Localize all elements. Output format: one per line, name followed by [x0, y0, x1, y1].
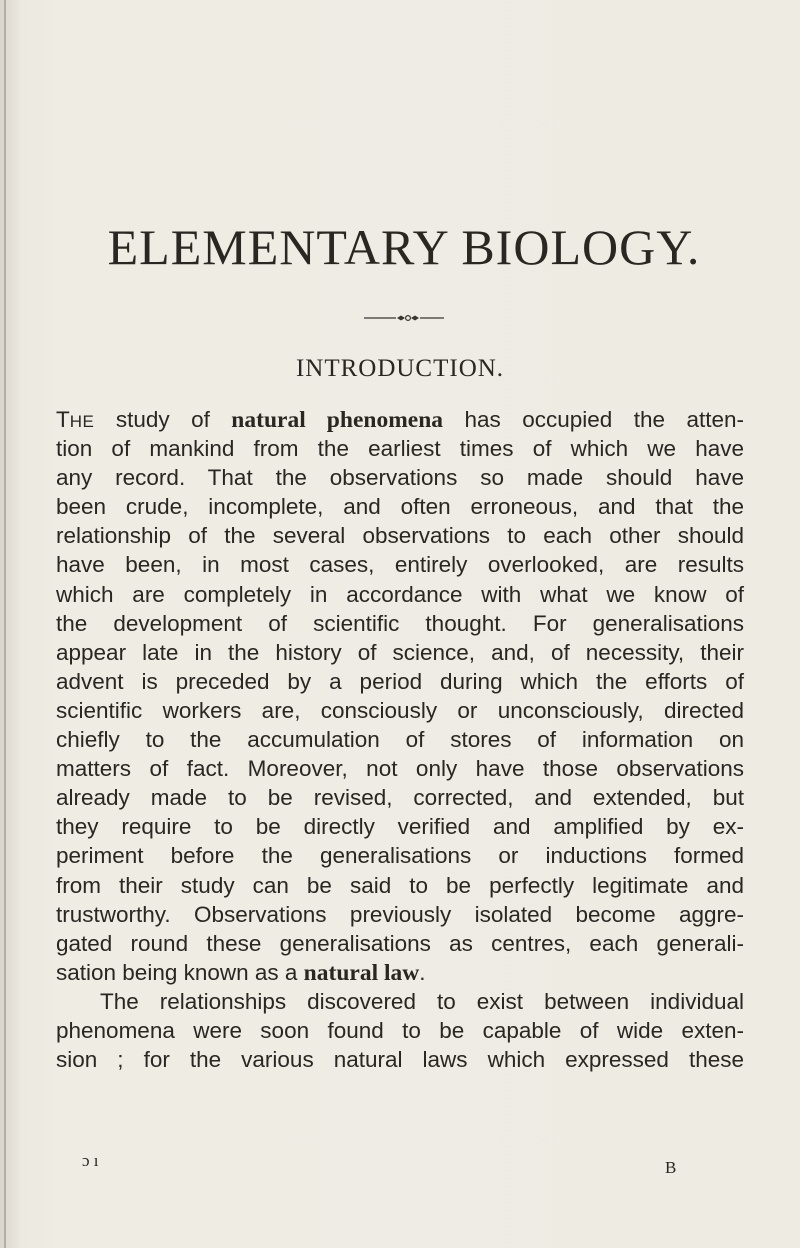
text-run: scientific workers are, consciously or unconsciously, directed: [56, 697, 744, 723]
text-run: gated round these generalisations as centres, each generali-: [56, 930, 744, 956]
text-line: [56, 463, 744, 492]
text-line: [56, 900, 744, 929]
text-line: [56, 929, 744, 958]
text-run: The relationships discovered to exist between individual: [100, 988, 744, 1014]
text-line: [56, 783, 744, 812]
text-run: trustworthy. Observations previously isolated become aggre-: [56, 901, 744, 927]
book-title: ELEMENTARY BIOLOGY.: [107, 219, 701, 275]
text-run: appear late in the history of science, and, of necessity, their: [56, 639, 744, 665]
section-heading: INTRODUCTION.: [295, 355, 505, 382]
ornamental-rule-icon: [364, 313, 444, 323]
text-run: they require to be directly verified and amplified by ex-: [56, 814, 744, 840]
text-line: [56, 580, 744, 609]
text-run: have been, in most cases, entirely overlooked, are results: [56, 552, 744, 578]
text-line: [56, 1016, 744, 1045]
text-run: T: [56, 407, 70, 432]
text-line: [56, 667, 744, 696]
text-run: been crude, incomplete, and often erroneous, and that the: [56, 494, 744, 520]
text-line: [56, 958, 744, 987]
text-run: phenomena were soon found to be capable of wide exten-: [56, 1017, 744, 1043]
text-line: [56, 987, 744, 1016]
text-run: chiefly to the accumulation of stores of information on: [56, 727, 744, 753]
text-run: periment before the generalisations or inductions formed: [56, 843, 744, 869]
text-line: [56, 434, 744, 463]
signature-mark: B: [665, 1158, 677, 1177]
text-line: [56, 696, 744, 725]
text-run: already made to be revised, corrected, and extended, but: [56, 785, 744, 811]
text-line: [56, 405, 744, 434]
text-line: [56, 812, 744, 841]
text-run: matters of fact. Moreover, not only have those observations: [56, 756, 744, 782]
text-line: [56, 609, 744, 638]
bold-term: natural law: [303, 959, 420, 986]
text-run: from their study can be said to be perfectly legitimate and: [56, 872, 744, 898]
text-line: [56, 1045, 744, 1074]
text-run: study of: [94, 407, 232, 432]
text-run: .: [419, 959, 426, 985]
bold-term: natural phenomena: [231, 407, 444, 433]
body-text: [56, 405, 744, 1074]
text-run: any record. That the observations so made should have: [56, 465, 744, 491]
text-line: [56, 492, 744, 521]
text-line: [56, 638, 744, 667]
text-run: the development of scientific thought. For generalisations: [56, 610, 744, 636]
text-line: [56, 521, 744, 550]
text-run: advent is preceded by a period during which the efforts of: [56, 668, 744, 694]
text-run: HE: [69, 412, 95, 431]
text-line: [56, 754, 744, 783]
text-line: [56, 871, 744, 900]
text-run: sation being known as a: [56, 959, 304, 985]
text-line: [56, 841, 744, 870]
text-run: sion ; for the various natural laws which expressed these: [56, 1047, 744, 1073]
text-run: tion of mankind from the earliest times of which we have: [56, 436, 744, 462]
text-run: relationship of the several observations to each other should: [56, 523, 744, 549]
text-line: [56, 725, 744, 754]
text-run: has occupied the atten-: [443, 407, 745, 432]
page-gutter-edge: [4, 0, 6, 1248]
text-line: [56, 550, 744, 579]
signature-mark-left: ɔ ı: [82, 1151, 99, 1170]
text-run: which are completely in accordance with what we know of: [56, 581, 744, 607]
